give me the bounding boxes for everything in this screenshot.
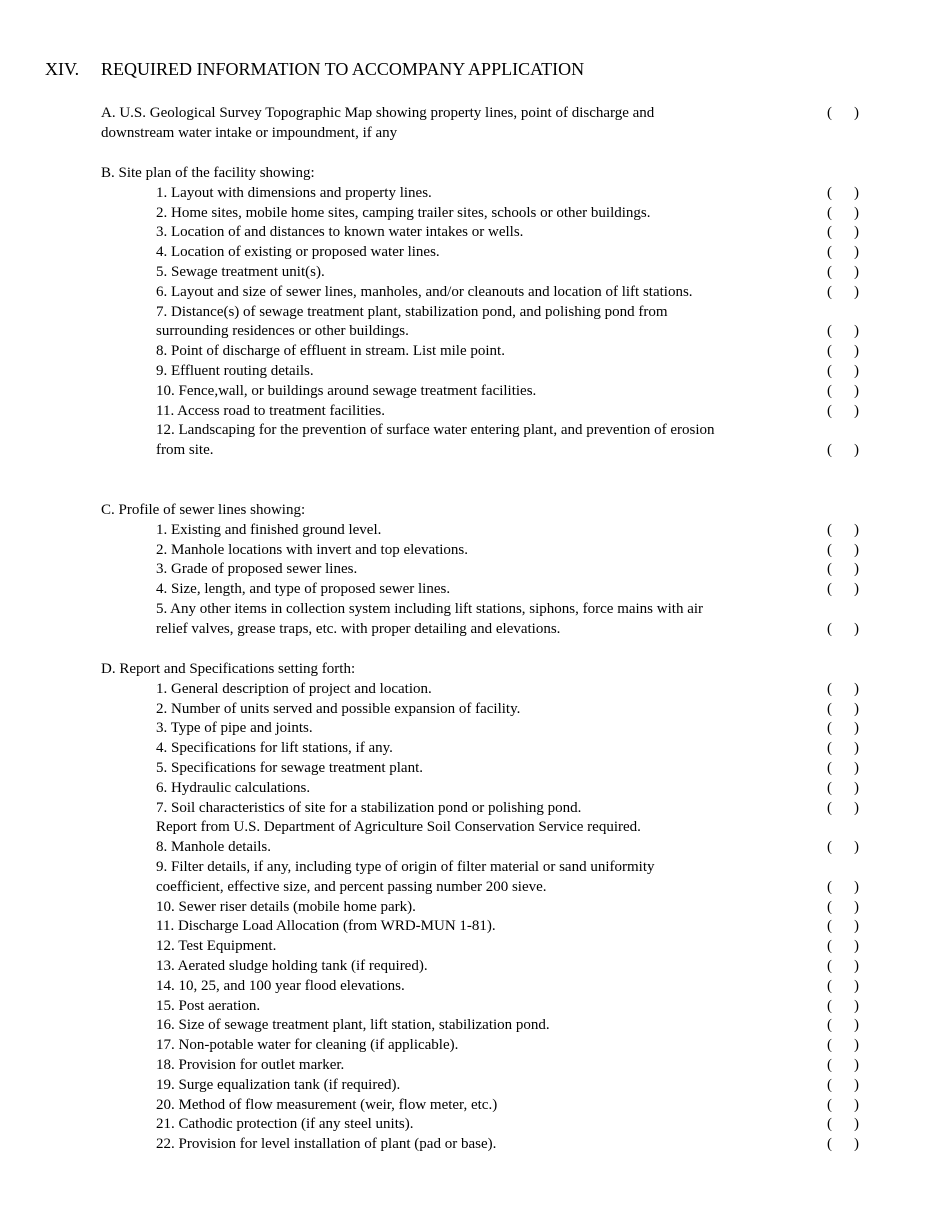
item-text: A. U.S. Geological Survey Topographic Map showing property lines, point of discharge and downstream water intake or impoundment, if any bbox=[101, 105, 655, 141]
checkbox[interactable] bbox=[825, 184, 861, 204]
checklist-row bbox=[101, 917, 861, 937]
checklist-row bbox=[101, 600, 861, 640]
checkbox[interactable] bbox=[825, 204, 861, 224]
paren-close: ) bbox=[854, 283, 859, 300]
paren-close: ) bbox=[854, 740, 859, 757]
paren-open: ( bbox=[827, 224, 832, 241]
checkbox[interactable] bbox=[825, 997, 861, 1017]
item-text: 11. Access road to treatment facilities. bbox=[156, 402, 385, 419]
checklist-row bbox=[101, 342, 861, 362]
paren-open: ( bbox=[827, 521, 832, 538]
paren-close: ) bbox=[854, 799, 859, 816]
checkbox[interactable] bbox=[825, 1115, 861, 1135]
item-text: 4. Location of existing or proposed water lines. bbox=[156, 244, 440, 261]
checklist-row bbox=[101, 1096, 861, 1116]
paren-close: ) bbox=[854, 204, 859, 221]
paren-open: ( bbox=[827, 263, 832, 280]
item-text: 2. Number of units served and possible expansion of facility. bbox=[156, 700, 521, 717]
paren-close: ) bbox=[854, 263, 859, 280]
paren-open: ( bbox=[827, 204, 832, 221]
checklist-row bbox=[101, 204, 861, 224]
paren-open: ( bbox=[827, 997, 832, 1014]
checkbox[interactable] bbox=[825, 243, 861, 263]
paren-open: ( bbox=[827, 799, 832, 816]
item-text: 14. 10, 25, and 100 year flood elevations. bbox=[156, 977, 405, 994]
checklist-row bbox=[101, 719, 861, 739]
paren-open: ( bbox=[827, 184, 832, 201]
checklist-row bbox=[101, 223, 861, 243]
checkbox[interactable] bbox=[825, 1036, 861, 1056]
paren-close: ) bbox=[854, 898, 859, 915]
item-text: 3. Location of and distances to known water intakes or wells. bbox=[156, 224, 524, 241]
item-text: 13. Aerated sludge holding tank (if required). bbox=[156, 957, 428, 974]
section-b-list bbox=[101, 184, 861, 461]
checklist-row bbox=[101, 799, 861, 819]
checkbox[interactable] bbox=[825, 719, 861, 739]
section-c-title: C. Profile of sewer lines showing: bbox=[101, 502, 306, 518]
paren-close: ) bbox=[854, 779, 859, 796]
item-text: 21. Cathodic protection (if any steel units). bbox=[156, 1116, 414, 1133]
checkbox[interactable] bbox=[825, 402, 861, 422]
checklist-row bbox=[101, 977, 861, 997]
checklist-row bbox=[101, 521, 861, 541]
item-text: 3. Grade of proposed sewer lines. bbox=[156, 561, 358, 578]
checkbox[interactable] bbox=[825, 700, 861, 720]
item-text: 6. Hydraulic calculations. bbox=[156, 779, 311, 796]
paren-open: ( bbox=[827, 1136, 832, 1153]
checklist-row bbox=[101, 1115, 861, 1135]
item-text: 18. Provision for outlet marker. bbox=[156, 1056, 345, 1073]
paren-close: ) bbox=[854, 957, 859, 974]
paren-open: ( bbox=[827, 1116, 832, 1133]
paren-open: ( bbox=[827, 779, 832, 796]
section-a bbox=[101, 104, 861, 144]
checkbox[interactable] bbox=[825, 322, 861, 342]
paren-close: ) bbox=[854, 878, 859, 895]
paren-open: ( bbox=[827, 878, 832, 895]
item-text: 9. Effluent routing details. bbox=[156, 362, 314, 379]
checkbox[interactable] bbox=[825, 1016, 861, 1036]
paren-open: ( bbox=[827, 977, 832, 994]
paren-open: ( bbox=[827, 323, 832, 340]
paren-open: ( bbox=[827, 382, 832, 399]
checklist-row bbox=[101, 1056, 861, 1076]
checkbox[interactable] bbox=[825, 441, 861, 461]
checklist-row bbox=[101, 779, 861, 799]
checkbox[interactable] bbox=[825, 560, 861, 580]
checkbox[interactable] bbox=[825, 957, 861, 977]
checkbox[interactable] bbox=[825, 937, 861, 957]
checklist-row bbox=[101, 818, 861, 838]
paren-open: ( bbox=[827, 541, 832, 558]
paren-close: ) bbox=[854, 839, 859, 856]
item-text: 1. General description of project and location. bbox=[156, 680, 432, 697]
checklist-row bbox=[101, 700, 861, 720]
paren-close: ) bbox=[854, 720, 859, 737]
checklist-row bbox=[101, 838, 861, 858]
item-text: 3. Type of pipe and joints. bbox=[156, 720, 313, 737]
checkbox[interactable] bbox=[825, 342, 861, 362]
checkbox[interactable] bbox=[825, 382, 861, 402]
paren-close: ) bbox=[854, 343, 859, 360]
paren-open: ( bbox=[827, 1076, 832, 1093]
checkbox[interactable] bbox=[825, 1096, 861, 1116]
section-number: XIV. bbox=[45, 59, 80, 79]
paren-open: ( bbox=[827, 561, 832, 578]
checkbox[interactable] bbox=[825, 1135, 861, 1155]
paren-open: ( bbox=[827, 700, 832, 717]
checklist-row bbox=[101, 898, 861, 918]
checklist-row bbox=[101, 421, 861, 461]
section-title: REQUIRED INFORMATION TO ACCOMPANY APPLICATION bbox=[101, 59, 585, 79]
paren-open: ( bbox=[827, 680, 832, 697]
section-c-list bbox=[101, 521, 861, 640]
paren-open: ( bbox=[827, 1037, 832, 1054]
item-text: 15. Post aeration. bbox=[156, 997, 261, 1014]
paren-close: ) bbox=[854, 184, 859, 201]
paren-close: ) bbox=[854, 581, 859, 598]
item-text: 12. Test Equipment. bbox=[156, 938, 277, 955]
paren-close: ) bbox=[854, 244, 859, 261]
checklist-row bbox=[101, 243, 861, 263]
item-text: 5. Any other items in collection system including lift stations, siphons, force mains with air relief valves, grease traps, etc. with proper detailing and elevations. bbox=[156, 600, 704, 637]
paren-close: ) bbox=[854, 541, 859, 558]
checkbox[interactable] bbox=[825, 283, 861, 303]
checklist-row bbox=[101, 541, 861, 561]
section-b bbox=[101, 164, 861, 461]
checklist-row bbox=[101, 1016, 861, 1036]
section-d-title: D. Report and Specifications setting forth: bbox=[101, 661, 356, 677]
paren-close: ) bbox=[854, 402, 859, 419]
item-text: 12. Landscaping for the prevention of surface water entering plant, and prevention of erosion from site. bbox=[156, 422, 715, 459]
checkbox[interactable] bbox=[825, 223, 861, 243]
checklist-row bbox=[101, 957, 861, 977]
item-text: 9. Filter details, if any, including type of origin of filter material or sand uniformity coefficient, effective size, and percent passing number 200 sieve. bbox=[156, 858, 655, 895]
checklist-row bbox=[101, 1135, 861, 1155]
checklist-row bbox=[101, 680, 861, 700]
paren-open: ( bbox=[827, 957, 832, 974]
item-text: 1. Existing and finished ground level. bbox=[156, 521, 382, 538]
checklist-row bbox=[101, 283, 861, 303]
paren-close: ) bbox=[854, 561, 859, 578]
paren-open: ( bbox=[827, 105, 832, 121]
paren-close: ) bbox=[854, 700, 859, 717]
item-text: 8. Manhole details. bbox=[156, 839, 271, 856]
paren-close: ) bbox=[854, 442, 859, 459]
checklist-row bbox=[101, 1076, 861, 1096]
paren-close: ) bbox=[854, 1056, 859, 1073]
checklist-row bbox=[101, 937, 861, 957]
section-c bbox=[101, 501, 861, 640]
paren-close: ) bbox=[854, 680, 859, 697]
paren-open: ( bbox=[827, 1096, 832, 1113]
paren-open: ( bbox=[827, 759, 832, 776]
item-text: 11. Discharge Load Allocation (from WRD-MUN 1-81). bbox=[156, 918, 496, 935]
paren-close: ) bbox=[854, 977, 859, 994]
checklist-row bbox=[101, 402, 861, 422]
checkbox[interactable] bbox=[825, 977, 861, 997]
paren-open: ( bbox=[827, 283, 832, 300]
item-text: 2. Manhole locations with invert and top elevations. bbox=[156, 541, 469, 558]
paren-close: ) bbox=[854, 382, 859, 399]
paren-close: ) bbox=[854, 1116, 859, 1133]
paren-close: ) bbox=[854, 759, 859, 776]
checklist-row bbox=[101, 759, 861, 779]
checkbox[interactable] bbox=[825, 898, 861, 918]
checklist-row bbox=[101, 1036, 861, 1056]
item-text: 2. Home sites, mobile home sites, camping trailer sites, schools or other buildings. bbox=[156, 204, 651, 221]
checkbox[interactable] bbox=[825, 680, 861, 700]
item-text: 4. Size, length, and type of proposed sewer lines. bbox=[156, 581, 451, 598]
paren-close: ) bbox=[854, 105, 859, 121]
paren-open: ( bbox=[827, 620, 832, 637]
paren-close: ) bbox=[854, 997, 859, 1014]
paren-open: ( bbox=[827, 581, 832, 598]
checklist-row bbox=[101, 739, 861, 759]
checkbox[interactable] bbox=[825, 739, 861, 759]
paren-open: ( bbox=[827, 1017, 832, 1034]
item-text: 17. Non-potable water for cleaning (if applicable). bbox=[156, 1037, 459, 1054]
paren-open: ( bbox=[827, 720, 832, 737]
checkbox[interactable] bbox=[825, 104, 861, 124]
paren-open: ( bbox=[827, 898, 832, 915]
paren-open: ( bbox=[827, 839, 832, 856]
paren-close: ) bbox=[854, 224, 859, 241]
checkbox[interactable] bbox=[825, 917, 861, 937]
paren-open: ( bbox=[827, 442, 832, 459]
item-text: 10. Fence,wall, or buildings around sewage treatment facilities. bbox=[156, 382, 537, 399]
paren-close: ) bbox=[854, 1037, 859, 1054]
paren-close: ) bbox=[854, 1017, 859, 1034]
checkbox[interactable] bbox=[825, 541, 861, 561]
section-d-list bbox=[101, 680, 861, 1155]
checkbox[interactable] bbox=[825, 263, 861, 283]
paren-open: ( bbox=[827, 740, 832, 757]
item-text: 16. Size of sewage treatment plant, lift station, stabilization pond. bbox=[156, 1017, 550, 1034]
checklist-row bbox=[101, 104, 861, 144]
checkbox[interactable] bbox=[825, 759, 861, 779]
paren-close: ) bbox=[854, 323, 859, 340]
paren-open: ( bbox=[827, 402, 832, 419]
paren-open: ( bbox=[827, 244, 832, 261]
item-text: 5. Sewage treatment unit(s). bbox=[156, 263, 325, 280]
item-text: 6. Layout and size of sewer lines, manholes, and/or cleanouts and location of lift stations. bbox=[156, 283, 693, 300]
item-text: 5. Specifications for sewage treatment plant. bbox=[156, 759, 423, 776]
item-text: 4. Specifications for lift stations, if any. bbox=[156, 740, 393, 757]
checkbox[interactable] bbox=[825, 799, 861, 819]
checklist-row bbox=[101, 362, 861, 382]
checklist-row bbox=[101, 382, 861, 402]
checkbox[interactable] bbox=[825, 362, 861, 382]
checklist-row bbox=[101, 858, 861, 898]
section-d bbox=[101, 660, 861, 1155]
paren-open: ( bbox=[827, 938, 832, 955]
paren-close: ) bbox=[854, 362, 859, 379]
paren-close: ) bbox=[854, 521, 859, 538]
checklist-row bbox=[101, 560, 861, 580]
checklist-row bbox=[101, 303, 861, 343]
item-text: 19. Surge equalization tank (if required). bbox=[156, 1076, 401, 1093]
checkbox[interactable] bbox=[825, 521, 861, 541]
checklist-row bbox=[101, 263, 861, 283]
paren-open: ( bbox=[827, 1056, 832, 1073]
checkbox[interactable] bbox=[825, 620, 861, 640]
paren-close: ) bbox=[854, 1096, 859, 1113]
checkbox[interactable] bbox=[825, 580, 861, 600]
checkbox[interactable] bbox=[825, 878, 861, 898]
paren-close: ) bbox=[854, 918, 859, 935]
checklist-row bbox=[101, 580, 861, 600]
item-text: 7. Distance(s) of sewage treatment plant, stabilization pond, and polishing pond from surrounding residences or other buildings. bbox=[156, 303, 668, 340]
item-text: 7. Soil characteristics of site for a stabilization pond or polishing pond. bbox=[156, 799, 582, 816]
item-text: 1. Layout with dimensions and property lines. bbox=[156, 184, 432, 201]
paren-open: ( bbox=[827, 918, 832, 935]
item-text: 8. Point of discharge of effluent in stream. List mile point. bbox=[156, 343, 505, 360]
paren-close: ) bbox=[854, 620, 859, 637]
checkbox[interactable] bbox=[825, 779, 861, 799]
paren-open: ( bbox=[827, 362, 832, 379]
item-text: 22. Provision for level installation of plant (pad or base). bbox=[156, 1136, 497, 1153]
item-text: 10. Sewer riser details (mobile home park). bbox=[156, 898, 416, 915]
checkbox[interactable] bbox=[825, 1076, 861, 1096]
paren-open: ( bbox=[827, 343, 832, 360]
checklist-row bbox=[101, 997, 861, 1017]
item-text: 20. Method of flow measurement (weir, flow meter, etc.) bbox=[156, 1096, 498, 1113]
paren-close: ) bbox=[854, 1136, 859, 1153]
checkbox[interactable] bbox=[825, 1056, 861, 1076]
paren-close: ) bbox=[854, 1076, 859, 1093]
item-text: Report from U.S. Department of Agriculture Soil Conservation Service required. bbox=[156, 819, 641, 836]
section-b-title: B. Site plan of the facility showing: bbox=[101, 165, 315, 181]
checklist-row bbox=[101, 184, 861, 204]
checkbox[interactable] bbox=[825, 838, 861, 858]
paren-close: ) bbox=[854, 938, 859, 955]
